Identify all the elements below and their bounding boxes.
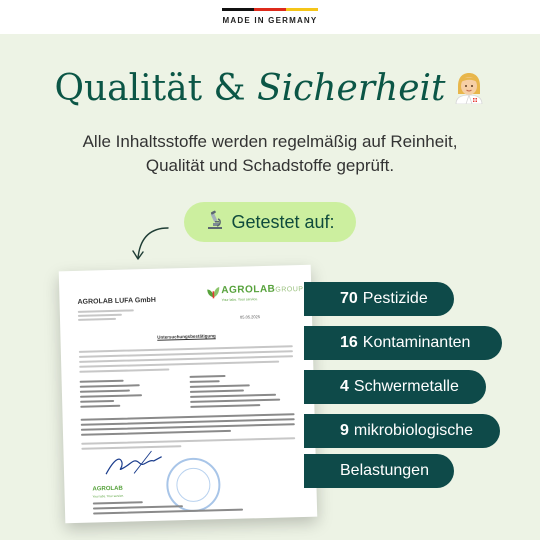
test-number: 16 xyxy=(340,334,358,351)
page-title xyxy=(0,68,540,109)
test-item-pesticides xyxy=(304,282,454,316)
microscope-icon xyxy=(205,210,225,234)
subtitle-line-1: Alle Inhaltsstoffe werden regelmäßig auf Reinheit, xyxy=(82,132,458,151)
doc-list-line xyxy=(80,405,120,408)
doc-list-line xyxy=(80,390,130,393)
test-label: Schwermetalle xyxy=(353,378,459,395)
subtitle xyxy=(0,130,540,178)
agrolab-logo-icon xyxy=(205,283,221,299)
doc-footer-line xyxy=(93,505,183,509)
document-address-block xyxy=(78,309,134,320)
doc-list-line xyxy=(80,394,142,398)
doc-list-line xyxy=(190,375,226,378)
document-tagline: Your labs. Your service. xyxy=(221,297,259,303)
test-number: 4 xyxy=(340,378,349,395)
official-stamp xyxy=(166,457,221,512)
document-date: 05.05.2025 xyxy=(239,314,261,320)
doc-list-line xyxy=(80,400,114,403)
title-italic: Sicherheit xyxy=(257,68,446,109)
stamp-tagline: Your labs. Your service. xyxy=(92,493,124,499)
tested-label: Getestet auf: xyxy=(231,211,335,232)
logo-group-text: GROUP xyxy=(275,285,304,294)
title-regular: Qualität & xyxy=(54,68,257,109)
document-logo-text xyxy=(221,283,303,296)
test-number: 70 xyxy=(340,290,358,307)
document-title: Untersuchungsbestätigung xyxy=(157,333,216,340)
german-flag-stripe xyxy=(222,8,318,11)
logo-main-text: AGROLAB xyxy=(221,283,276,297)
test-item-contaminants xyxy=(304,326,502,360)
doc-footer-line xyxy=(93,501,143,504)
made-in-germany-label: MADE IN GERMANY xyxy=(222,16,318,25)
test-label: Kontaminanten xyxy=(362,334,471,351)
curved-arrow-icon xyxy=(128,222,172,266)
signature-icon xyxy=(103,449,164,481)
stamp-logo-text: AGROLAB xyxy=(92,485,123,493)
doc-list-line xyxy=(80,384,140,388)
lab-certificate-document xyxy=(59,265,318,524)
doc-list-line xyxy=(190,404,260,408)
doc-text-line xyxy=(81,430,231,436)
test-label: Pestizide xyxy=(362,290,428,307)
doc-list-line xyxy=(190,394,276,398)
female-health-worker-emoji-icon xyxy=(452,70,486,104)
doc-text-line xyxy=(81,437,295,445)
document-company: AGROLAB LUFA GmbH xyxy=(77,296,156,306)
doc-list-line xyxy=(190,399,280,403)
test-item-heavy-metals xyxy=(304,370,486,404)
test-label: Belastungen xyxy=(340,462,429,479)
doc-list-line xyxy=(190,380,220,383)
doc-list-line xyxy=(190,390,244,393)
flag-gold-stripe xyxy=(286,8,318,11)
top-bar xyxy=(0,0,540,34)
test-label: mikrobiologische xyxy=(353,422,474,439)
flag-black-stripe xyxy=(222,8,254,11)
flag-red-stripe xyxy=(254,8,286,11)
tested-badge xyxy=(184,202,356,242)
doc-footer-line xyxy=(93,509,243,515)
doc-list-line xyxy=(80,380,124,383)
test-item-contamination xyxy=(304,454,454,488)
doc-text-line xyxy=(79,368,169,372)
test-number: 9 xyxy=(340,422,349,439)
doc-list-line xyxy=(190,384,250,388)
test-item-microbiological xyxy=(304,414,500,448)
subtitle-line-2: Qualität und Schadstoffe geprüft. xyxy=(145,156,395,175)
